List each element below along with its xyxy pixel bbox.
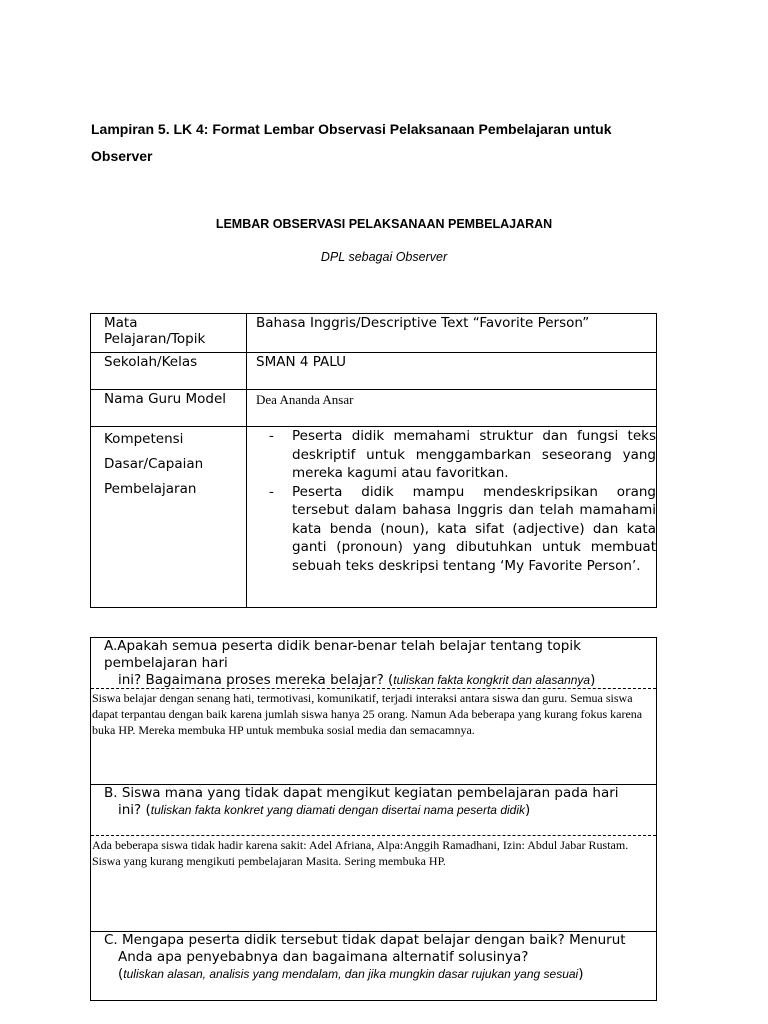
info-row-subject (91, 314, 657, 353)
question-c-hint: tuliskan alasan, analisis yang mendalam, dan jika mungkin dasar rujukan yang sesuai (123, 967, 579, 981)
competency-value-cell (247, 427, 657, 608)
subject-label-line2: Pelajaran/Topik (104, 331, 206, 347)
subject-value: Bahasa Inggris/Descriptive Text “Favorite Person” (256, 315, 590, 331)
teacher-label: Nama Guru Model (104, 391, 227, 407)
document-title: LEMBAR OBSERVASI PELAKSANAAN PEMBELAJARAN (215, 217, 553, 231)
school-value: SMAN 4 PALU (256, 354, 346, 370)
competency-text: Peserta didik mampu mendeskripsikan orang tersebut dalam bahasa Inggris dan telah mamahami kata benda (noun), kata sifat (adjective) dan kata ganti (pronoun) yang dibutuhkan untuk membuat sebuah teks deskripsi tentang ‘My Favorite Person’. (292, 483, 656, 574)
teacher-value: Dea Ananda Ansar (256, 392, 354, 407)
competency-item (269, 483, 656, 576)
info-row-teacher (91, 390, 657, 427)
answer-a: Siswa belajar dengan senang hati, termotivasi, komunikatif, terjadi interaksi antara siswa dan guru. Semua siswa dapat terpantau dengan baik karena jumlah siswa hanya 25 orang. Namun Ada beberapa yang kurang fokus karena buka HP. Mereka membuka HP untuk membuka sosial media dan semacamnya. (91, 688, 656, 784)
subject-label-cell (91, 314, 247, 353)
question-c-line3: (tuliskan alasan, analisis yang mendalam, dan jika mungkin dasar rujukan yang sesuai) (118, 966, 584, 982)
competency-text: Peserta didik memahami struktur dan fungsi teks deskriptif untuk menggambarkan seseorang yang mereka kagumi atau favoritkan. (292, 428, 656, 481)
info-table (90, 313, 657, 608)
competency-item (269, 427, 656, 483)
question-a (91, 638, 656, 688)
observation-box (90, 637, 657, 1001)
question-b-line2: ini? (tuliskan fakta konkret yang diamati dengan disertai nama peserta didik) (118, 802, 531, 818)
question-a-hint: tuliskan fakta kongkrit dan alasannya (393, 673, 591, 687)
subject-label-line1: Mata (104, 315, 138, 331)
attachment-heading-line1: Lampiran 5. LK 4: Format Lembar Observasi Pelaksanaan Pembelajaran untuk (91, 121, 612, 137)
teacher-value-cell (247, 390, 657, 427)
competency-label-line1: Kompetensi (104, 431, 184, 447)
info-row-school (91, 353, 657, 390)
competency-label-cell (91, 427, 247, 608)
competency-list (247, 427, 656, 575)
competency-label (91, 427, 246, 502)
competency-label-line2: Dasar/Capaian (104, 456, 204, 472)
info-row-competency (91, 427, 657, 608)
subject-label (91, 314, 246, 347)
document-subtitle: DPL sebagai Observer (320, 250, 448, 264)
subject-value-cell (247, 314, 657, 353)
question-a-line2: pembelajaran hari (104, 655, 228, 671)
question-c (91, 931, 656, 998)
answer-b: Ada beberapa siswa tidak hadir karena sakit: Adel Afriana, Alpa:Anggih Ramadhani, Izin: Abdul Jabar Rustam. Siswa yang kurang mengikuti pembelajaran Masita. Sering membuka HP. (91, 835, 656, 931)
bullet-dash: - (269, 483, 274, 500)
attachment-heading (91, 116, 671, 170)
question-c-line2: Anda apa penyebabnya dan bagaimana alternatif solusinya? (118, 949, 529, 965)
school-label: Sekolah/Kelas (104, 354, 198, 370)
question-a-line1: A.Apakah semua peserta didik benar-benar telah belajar tentang topik (104, 638, 581, 654)
school-label-cell (91, 353, 247, 390)
question-b-hint: tuliskan fakta konkret yang diamati dengan disertai nama peserta didik (150, 803, 525, 817)
question-a-line3: ini? Bagaimana proses mereka belajar? (tuliskan fakta kongkrit dan alasannya) (118, 672, 596, 688)
attachment-heading-line2: Observer (91, 148, 153, 164)
school-value-cell (247, 353, 657, 390)
question-c-line1: C. Mengapa peserta didik tersebut tidak dapat belajar dengan baik? Menurut (104, 932, 626, 948)
question-b-line1: B. Siswa mana yang tidak dapat mengikut kegiatan pembelajaran pada hari (104, 785, 619, 801)
teacher-label-cell (91, 390, 247, 427)
question-b (91, 784, 656, 835)
competency-label-line3: Pembelajaran (104, 481, 197, 497)
bullet-dash: - (269, 428, 274, 444)
